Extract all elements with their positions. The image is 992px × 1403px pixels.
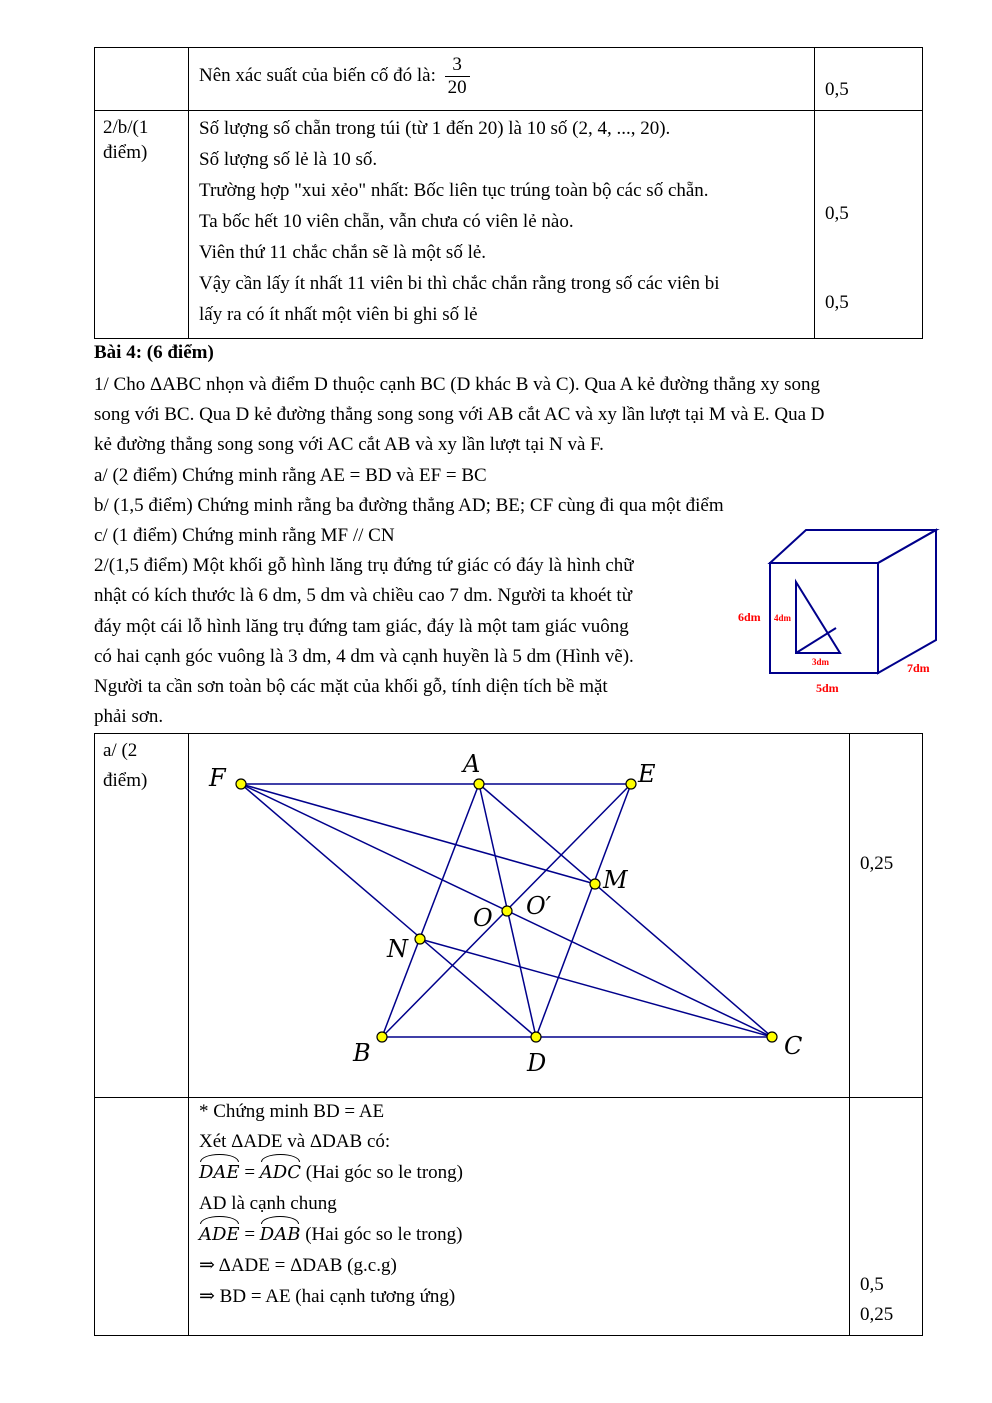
- score-cell: [815, 111, 923, 339]
- dim-3dm: 3dm: [812, 657, 830, 667]
- text-line: ⇒ BD = AE (hai cạnh tương ứng): [199, 1286, 456, 1307]
- text-line: Vậy cần lấy ít nhất 11 viên bi thì chắc chắn rằng trong số các viên bi: [199, 273, 720, 294]
- probability-text: Nên xác suất của biến cố đó là:: [199, 64, 436, 86]
- triangle-hole: [796, 582, 840, 653]
- angle-ADC: ADC: [260, 1157, 301, 1188]
- angle-DAB: DAB: [260, 1219, 301, 1250]
- solution-table-top: [94, 47, 923, 339]
- label-M: M: [603, 866, 628, 894]
- label-O-prime: O′: [526, 892, 552, 920]
- point-F: [236, 779, 246, 789]
- problem-line: 2/(1,5 điểm) Một khối gỗ hình lăng trụ đứng tứ giác có đáy là hình chữ: [94, 555, 634, 576]
- text-line: * Chứng minh BD = AE: [199, 1101, 385, 1122]
- problem-line: phải sơn.: [94, 706, 164, 727]
- content-cell: [189, 48, 815, 111]
- label-A: A: [463, 750, 481, 778]
- fraction-denominator: 20: [447, 77, 467, 98]
- score: 0,25: [860, 853, 894, 874]
- problem-line: c/ (1 điểm) Chứng minh rằng MF // CN: [94, 525, 395, 546]
- score: 0,5: [825, 292, 849, 313]
- angle-line: [189, 1157, 849, 1188]
- label-cell: [95, 48, 189, 111]
- text-line: Viên thứ 11 chắc chắn sẽ là một số lẻ.: [199, 242, 487, 263]
- point-M: [590, 879, 600, 889]
- problem-line: a/ (2 điểm) Chứng minh rằng AE = BD và EF = BC: [94, 465, 487, 486]
- angle-DAE: DAE: [199, 1157, 240, 1188]
- box-side-face: [878, 530, 936, 673]
- angle-ADE: ADE: [199, 1219, 240, 1250]
- label-cell: [95, 1098, 189, 1336]
- text-line: Xét ΔADE và ΔDAB có:: [199, 1131, 391, 1152]
- line-AC: [479, 784, 772, 1037]
- triangle-inner-line: [796, 628, 836, 653]
- point-D: [531, 1032, 541, 1042]
- figure-cell: [189, 734, 850, 1098]
- point-A: [474, 779, 484, 789]
- angle-note: (Hai góc so le trong): [305, 1162, 463, 1183]
- score: 0,5: [860, 1274, 884, 1295]
- point-E: [626, 779, 636, 789]
- label-line: 2/b/(1: [103, 117, 149, 138]
- point-N: [415, 934, 425, 944]
- label-cell: [95, 734, 189, 1098]
- problem-line: Người ta cần sơn toàn bộ các mặt của khối gỗ, tính diện tích bề mặt: [94, 676, 608, 697]
- point-B: [377, 1032, 387, 1042]
- dim-6dm: 6dm: [738, 610, 761, 624]
- dim-7dm: 7dm: [907, 661, 930, 675]
- problem-line: nhật có kích thước là 6 dm, 5 dm và chiều cao 7 dm. Người ta khoét từ: [94, 585, 633, 606]
- score: 0,5: [825, 203, 849, 224]
- label-cell: [95, 111, 189, 339]
- problem-line: b/ (1,5 điểm) Chứng minh rằng ba đường thẳng AD; BE; CF cùng đi qua một điểm: [94, 495, 724, 516]
- label-N: N: [387, 935, 408, 963]
- content-cell: [189, 1098, 850, 1336]
- prism-figure: [730, 525, 945, 705]
- text-line: Trường hợp "xui xẻo" nhất: Bốc liên tục trúng toàn bộ các số chẵn.: [199, 180, 709, 201]
- score: 0,5: [825, 79, 849, 100]
- label-line: điểm): [103, 770, 148, 791]
- label-C: C: [784, 1032, 803, 1060]
- fraction-numerator: 3: [445, 54, 470, 77]
- text-line: ⇒ ΔADE = ΔDAB (g.c.g): [199, 1255, 397, 1276]
- problem-line: kẻ đường thẳng song song với AC cắt AB và xy lần lượt tại N và F.: [94, 434, 604, 455]
- box-top-face: [770, 530, 936, 563]
- equals-sign: =: [244, 1224, 256, 1245]
- score: 0,25: [860, 1304, 894, 1325]
- label-E: E: [638, 760, 656, 788]
- point-O: [502, 906, 512, 916]
- solution-table-bottom: [94, 733, 923, 1336]
- line-AB: [382, 784, 479, 1037]
- text-line: Số lượng số chẵn trong túi (từ 1 đến 20) là 10 số (2, 4, ..., 20).: [199, 118, 671, 139]
- problem-heading: Bài 4: (6 điểm): [94, 342, 214, 363]
- content-cell: [189, 111, 815, 339]
- point-C: [767, 1032, 777, 1042]
- equals-sign: =: [244, 1162, 256, 1183]
- score-cell: [815, 48, 923, 111]
- score-cell: [850, 734, 923, 1098]
- score-cell: [850, 1098, 923, 1336]
- label-line: a/ (2: [103, 740, 138, 761]
- label-F: F: [209, 764, 226, 792]
- text-line: AD là cạnh chung: [199, 1193, 337, 1214]
- angle-note: (Hai góc so le trong): [305, 1224, 463, 1245]
- text-line: Số lượng số lẻ là 10 số.: [199, 149, 378, 170]
- geometry-figure: [189, 734, 848, 1096]
- angle-line: [189, 1219, 849, 1250]
- label-O: O: [473, 904, 493, 932]
- dim-4dm: 4dm: [774, 613, 792, 623]
- label-B: B: [353, 1039, 371, 1067]
- fraction: [445, 54, 470, 99]
- problem-line: đáy một cái lỗ hình lăng trụ đứng tam giác, đáy là một tam giác vuông: [94, 616, 629, 637]
- label-D: D: [527, 1049, 547, 1077]
- text-line: lấy ra có ít nhất một viên bi ghi số lẻ: [199, 304, 478, 325]
- problem-line: có hai cạnh góc vuông là 3 dm, 4 dm và cạnh huyền là 5 dm (Hình vẽ).: [94, 646, 634, 667]
- text-line: Ta bốc hết 10 viên chẵn, vẫn chưa có viên lẻ nào.: [199, 211, 574, 232]
- problem-line: 1/ Cho ΔABC nhọn và điểm D thuộc cạnh BC (D khác B và C). Qua A kẻ đường thẳng xy song: [94, 374, 820, 395]
- label-line: điểm): [103, 142, 148, 163]
- dim-5dm: 5dm: [816, 681, 839, 695]
- problem-line: song với BC. Qua D kẻ đường thẳng song song với AB cắt AC và xy lần lượt tại M và E. Qua D: [94, 404, 825, 425]
